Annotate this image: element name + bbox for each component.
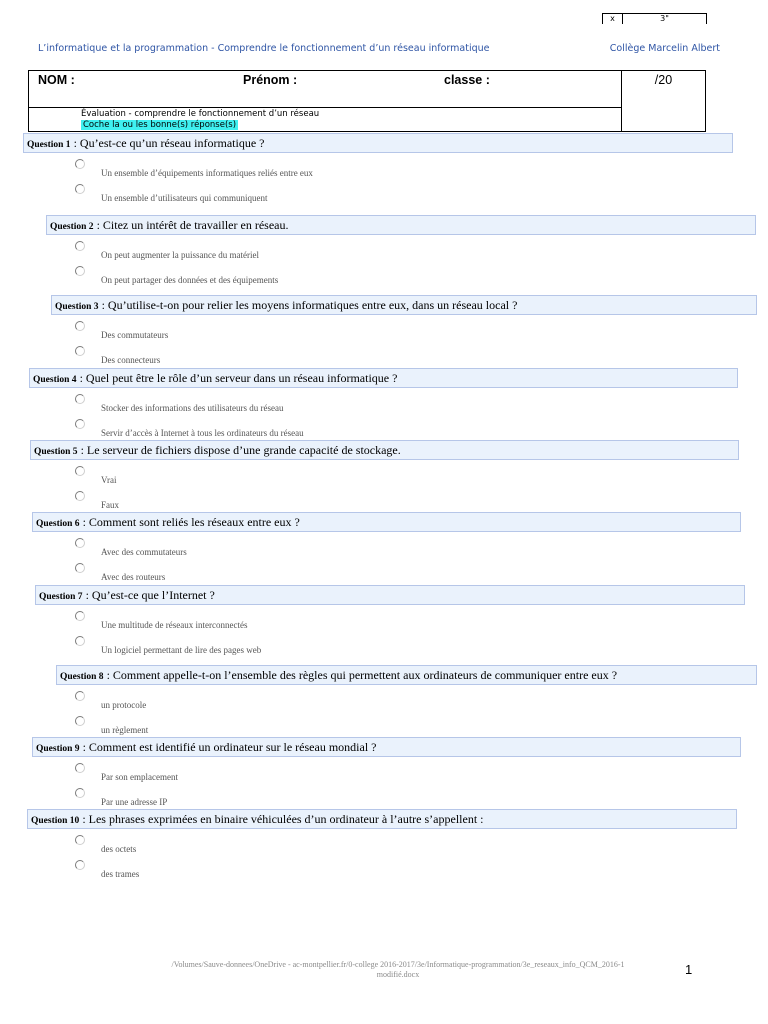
question-1-text: : Qu’est-ce qu’un réseau informatique ? <box>70 136 265 150</box>
document-header-title: L’informatique et la programmation - Comprendre le fonctionnement d’un réseau informatique <box>38 43 490 54</box>
x-mark-cell: x <box>602 13 623 24</box>
question-7-option-1-label: Une multitude de réseaux interconnectés <box>101 620 248 630</box>
footer-file-path <box>120 960 676 980</box>
question-8-text: : Comment appelle-t-on l’ensemble des règles qui permettent aux ordinateurs de communiquer entre eux ? <box>103 668 618 682</box>
question-1-option-2-label: Un ensemble d’utilisateurs qui communiquent <box>101 193 268 203</box>
question-2-option-2-radio[interactable] <box>75 266 85 276</box>
question-2-option-1-radio[interactable] <box>75 241 85 251</box>
question-3-bar <box>51 295 757 315</box>
question-1-option-1-label: Un ensemble d’équipements informatiques reliés entre eux <box>101 168 313 178</box>
question-4-option-2-label: Servir d’accès à Internet à tous les ordinateurs du réseau <box>101 428 304 438</box>
question-7-label: Question 7 <box>39 592 83 602</box>
question-3-label: Question 3 <box>55 302 99 312</box>
evaluation-title: Évaluation - comprendre le fonctionnement d’un réseau <box>81 109 320 119</box>
question-5-option-1-label: Vrai <box>101 475 117 485</box>
question-6-option-1-radio[interactable] <box>75 538 85 548</box>
question-9-option-2-label: Par une adresse IP <box>101 797 168 807</box>
question-2-text: : Citez un intérêt de travailler en réseau. <box>93 218 289 232</box>
question-4-text: : Quel peut être le rôle d’un serveur dans un réseau informatique ? <box>76 371 398 385</box>
question-8-label: Question 8 <box>60 672 104 682</box>
question-9-option-1-radio[interactable] <box>75 763 85 773</box>
question-9-option-2-radio[interactable] <box>75 788 85 798</box>
footer-path-line2: modifié.docx <box>376 970 420 979</box>
question-9-label: Question 9 <box>36 744 80 754</box>
question-1-option-1-radio[interactable] <box>75 159 85 169</box>
nom-label: NOM : <box>38 73 75 87</box>
question-5-text: : Le serveur de fichiers dispose d’une grande capacité de stockage. <box>77 443 401 457</box>
question-7-bar <box>35 585 745 605</box>
question-6-text: : Comment sont reliés les réseaux entre eux ? <box>79 515 300 529</box>
question-6-bar <box>32 512 741 532</box>
question-7-option-2-radio[interactable] <box>75 636 85 646</box>
question-10-bar <box>27 809 737 829</box>
question-10-option-1-label: des octets <box>101 844 137 854</box>
score-label: /20 <box>654 73 673 87</box>
question-3-option-1-radio[interactable] <box>75 321 85 331</box>
question-7-text: : Qu’est-ce que l’Internet ? <box>82 588 215 602</box>
page-number: 1 <box>685 962 693 977</box>
evaluation-cell <box>29 108 622 132</box>
question-4-bar <box>29 368 738 388</box>
question-10-text: : Les phrases exprimées en binaire véhiculées d’un ordinateur à l’autre s’appellent : <box>79 812 484 826</box>
question-4-option-1-radio[interactable] <box>75 394 85 404</box>
question-9-bar <box>32 737 741 757</box>
question-2-bar <box>46 215 756 235</box>
question-1-label: Question 1 <box>27 140 71 150</box>
question-4-option-1-label: Stocker des informations des utilisateurs du réseau <box>101 403 284 413</box>
question-8-option-2-radio[interactable] <box>75 716 85 726</box>
question-3-option-2-label: Des connecteurs <box>101 355 161 365</box>
question-8-option-2-label: un règlement <box>101 725 149 735</box>
score-cell <box>622 71 706 132</box>
question-3-text: : Qu’utilise-t-on pour relier les moyens informatiques entre eux, dans un réseau local ? <box>98 298 518 312</box>
duration-cell: 3" <box>622 13 707 24</box>
question-5-option-1-radio[interactable] <box>75 466 85 476</box>
question-2-option-1-label: On peut augmenter la puissance du matériel <box>101 250 259 260</box>
question-1-option-2-radio[interactable] <box>75 184 85 194</box>
question-10-option-2-label: des trames <box>101 869 140 879</box>
question-2-option-2-label: On peut partager des données et des équipements <box>101 275 279 285</box>
prenom-label: Prénom : <box>243 73 298 87</box>
question-3-option-1-label: Des commutateurs <box>101 330 169 340</box>
question-3-option-2-radio[interactable] <box>75 346 85 356</box>
document-header-school: Collège Marcelin Albert <box>609 43 720 54</box>
footer-path-line1: /Volumes/Sauve-donnees/OneDrive - ac-montpellier.fr/0-college 2016-2017/3e/Informatique-programmation/3e_reseaux_info_QCM_2016-1 <box>171 960 625 969</box>
question-9-text: : Comment est identifié un ordinateur sur le réseau mondial ? <box>79 740 377 754</box>
classe-label: classe : <box>444 73 490 87</box>
question-6-option-2-label: Avec des routeurs <box>101 572 166 582</box>
question-10-option-2-radio[interactable] <box>75 860 85 870</box>
question-5-label: Question 5 <box>34 447 78 457</box>
question-5-option-2-label: Faux <box>101 500 119 510</box>
question-5-bar <box>30 440 739 460</box>
question-9-option-1-label: Par son emplacement <box>101 772 178 782</box>
question-6-option-1-label: Avec des commutateurs <box>101 547 187 557</box>
question-4-option-2-radio[interactable] <box>75 419 85 429</box>
question-7-option-1-radio[interactable] <box>75 611 85 621</box>
question-5-option-2-radio[interactable] <box>75 491 85 501</box>
question-10-label: Question 10 <box>31 816 80 826</box>
question-10-option-1-radio[interactable] <box>75 835 85 845</box>
question-8-option-1-radio[interactable] <box>75 691 85 701</box>
question-7-option-2-label: Un logiciel permettant de lire des pages web <box>101 645 262 655</box>
question-1-bar <box>23 133 733 153</box>
question-8-bar <box>56 665 757 685</box>
identification-cell <box>29 71 622 108</box>
question-6-label: Question 6 <box>36 519 80 529</box>
evaluation-instruction: Coche la ou les bonne(s) réponse(s) <box>83 120 237 130</box>
identification-table <box>28 70 706 132</box>
question-6-option-2-radio[interactable] <box>75 563 85 573</box>
question-4-label: Question 4 <box>33 375 77 385</box>
question-8-option-1-label: un protocole <box>101 700 147 710</box>
question-2-label: Question 2 <box>50 222 94 232</box>
